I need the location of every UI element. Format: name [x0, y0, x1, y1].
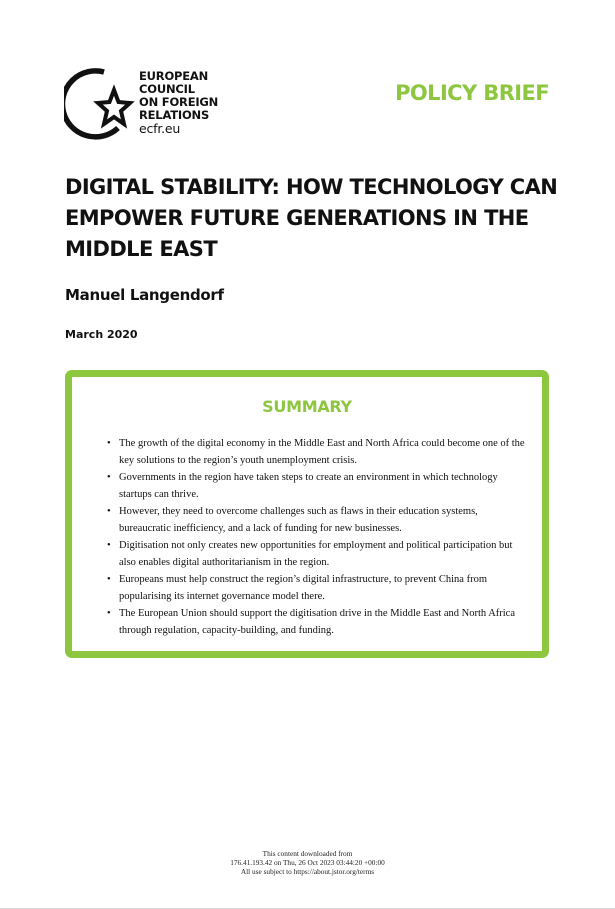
- summary-point-text: Europeans must help construct the region’s digital infrastructure, to prevent China from popularising its internet governance model there.: [119, 574, 487, 602]
- bullet-icon: •: [107, 506, 111, 517]
- logo-wordmark: [139, 70, 218, 135]
- summary-point: [107, 469, 530, 503]
- publication-date: March 2020: [65, 328, 138, 341]
- jstor-download-footer: [0, 849, 615, 876]
- logo-line: ON FOREIGN: [139, 95, 219, 109]
- summary-point: [107, 571, 530, 605]
- summary-point-text: Governments in the region have taken steps to create an environment in which technology startups can thrive.: [119, 472, 498, 500]
- summary-point: [107, 605, 530, 639]
- bullet-icon: •: [107, 472, 111, 483]
- logo-line: COUNCIL: [139, 82, 195, 96]
- footer-line: 176.41.193.42 on Thu, 26 Oct 2023 03:44:20 +00:00: [230, 858, 385, 867]
- summary-point-text: Digitisation not only creates new opportunities for employment and political participation but also enables digital authoritarianism in the region.: [119, 540, 513, 568]
- bullet-icon: •: [107, 608, 111, 619]
- summary-point-text: The growth of the digital economy in the Middle East and North Africa could become one of the key solutions to the region’s youth unemployment crisis.: [119, 438, 525, 466]
- logo-line: EUROPEAN: [139, 69, 209, 83]
- bullet-icon: •: [107, 438, 111, 449]
- author-name: Manuel Langendorf: [65, 286, 224, 304]
- summary-heading: SUMMARY: [262, 397, 352, 416]
- page-title: DIGITAL STABILITY: HOW TECHNOLOGY CAN EMPOWER FUTURE GENERATIONS IN THE MIDDLE EAST: [65, 175, 558, 261]
- summary-point: [107, 537, 530, 571]
- summary-point: [107, 503, 530, 537]
- logo-url: ecfr.eu: [139, 121, 181, 136]
- ecfr-star-circle-logo-icon: [64, 62, 138, 142]
- summary-point-text: However, they need to overcome challenges such as flaws in their education systems, bureaucratic inefficiency, and a lack of funding for new businesses.: [119, 506, 478, 534]
- ecfr-logo: [64, 62, 234, 142]
- logo-line: RELATIONS: [139, 108, 210, 122]
- footer-line: All use subject to https://about.jstor.org/terms: [240, 867, 375, 876]
- summary-box: [65, 370, 549, 658]
- document-type-label: POLICY BRIEF: [395, 81, 549, 105]
- footer-line: This content downloaded from: [262, 849, 353, 858]
- summary-point-text: The European Union should support the digitisation drive in the Middle East and North Africa through regulation, capacity-building, and funding.: [119, 608, 516, 636]
- summary-list: [107, 435, 530, 639]
- bullet-icon: •: [107, 574, 111, 585]
- bullet-icon: •: [107, 540, 111, 551]
- summary-point: [107, 435, 530, 469]
